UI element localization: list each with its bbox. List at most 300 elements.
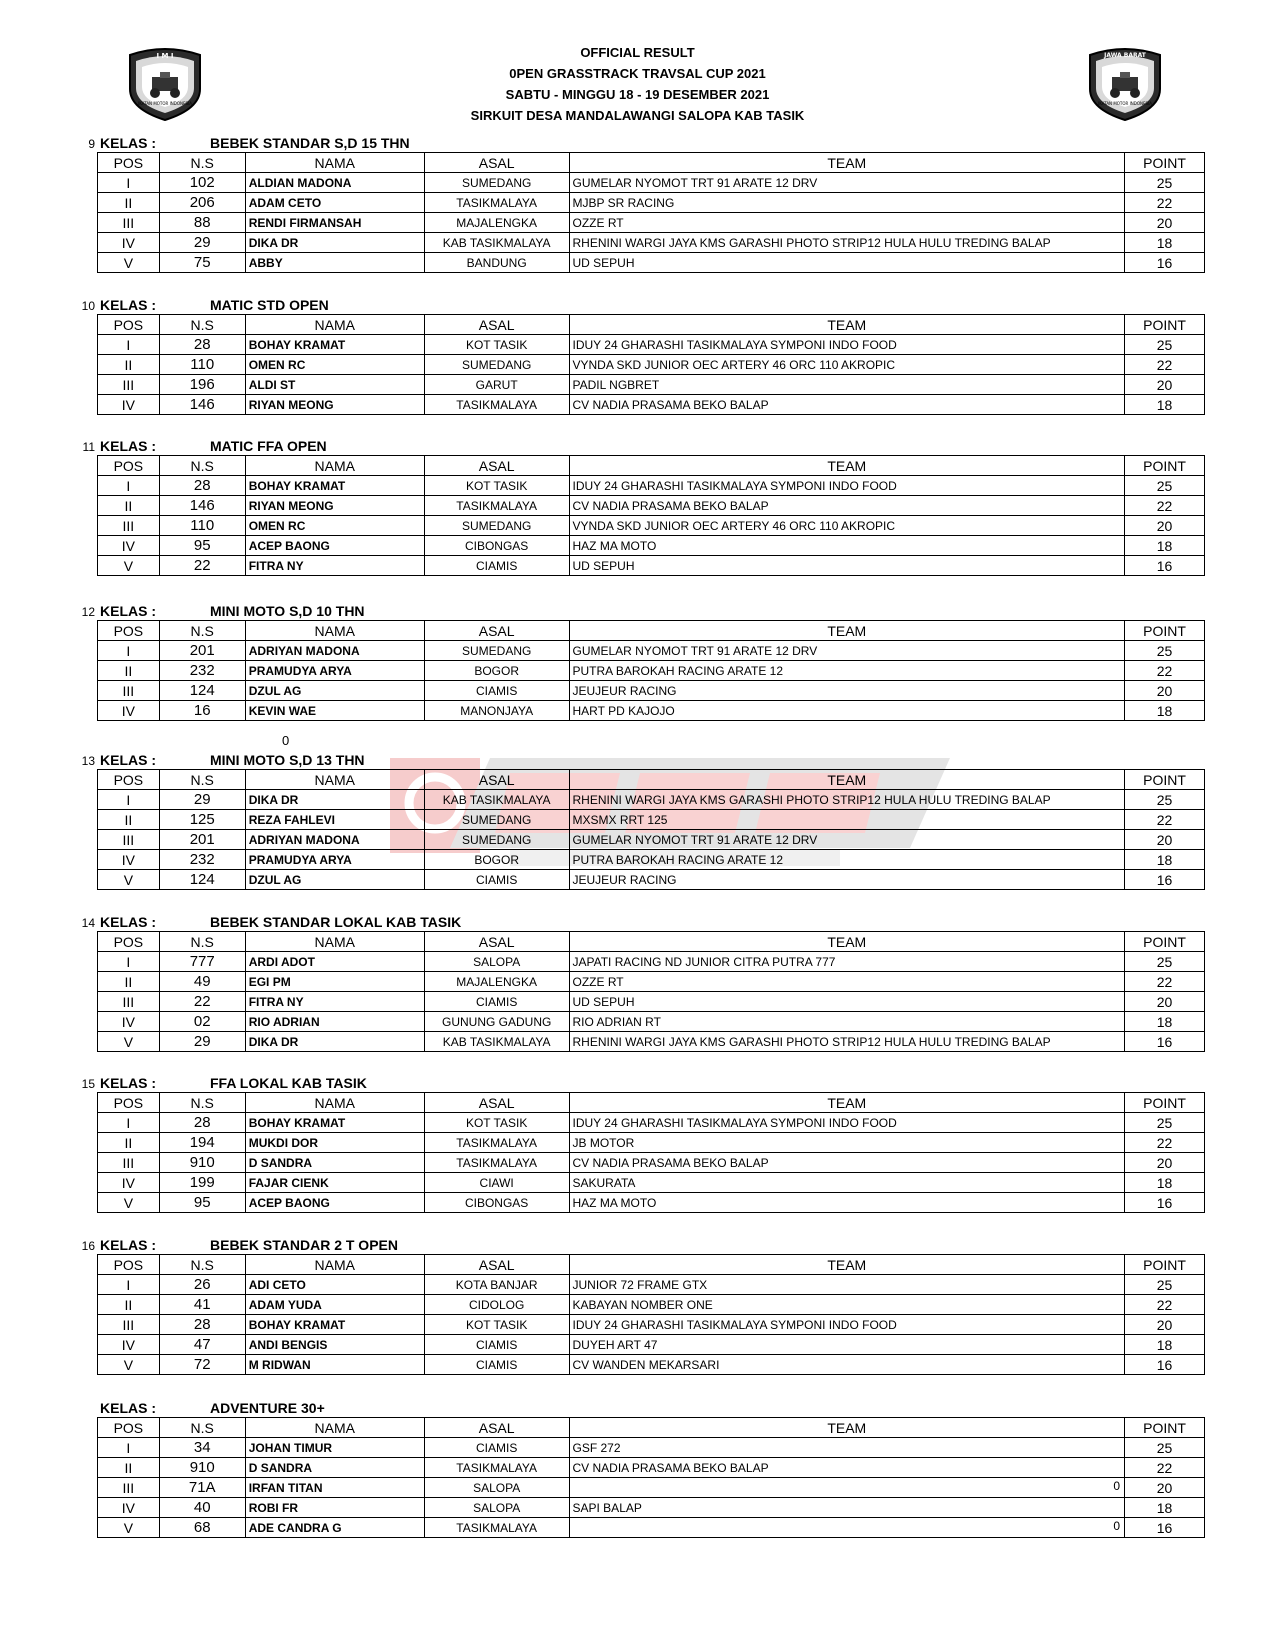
results-table — [97, 455, 1205, 576]
team-text: GUMELAR NYOMOT TRT 91 ARATE 12 DRV — [572, 643, 818, 658]
kelas-header — [78, 603, 1208, 620]
cell-team — [569, 790, 1125, 810]
table-row — [98, 193, 1205, 213]
cell-ns: 29 — [159, 233, 245, 253]
results-table — [97, 314, 1205, 415]
cell-pos: IV — [98, 536, 160, 556]
results-table — [97, 620, 1205, 721]
cell-point: 20 — [1125, 516, 1205, 536]
cell-pos: II — [98, 661, 160, 681]
table-row — [98, 253, 1205, 273]
team-text: SAKURATA — [572, 1175, 636, 1190]
table-header-row — [98, 153, 1205, 173]
cell-pos: IV — [98, 1012, 160, 1032]
cell-nama: ADRIYAN MADONA — [245, 830, 424, 850]
cell-point: 18 — [1125, 1498, 1205, 1518]
cell-ns: 88 — [159, 213, 245, 233]
cell-ns: 29 — [159, 790, 245, 810]
cell-point: 25 — [1125, 952, 1205, 972]
cell-asal: CIBONGAS — [424, 536, 569, 556]
cell-point: 16 — [1125, 1032, 1205, 1052]
cell-asal: SALOPA — [424, 1498, 569, 1518]
team-text: RHENINI WARGI JAYA KMS GARASHI PHOTO STRIP12 HULA HULU TREDING BALAP — [572, 792, 1051, 807]
cell-team — [569, 810, 1125, 830]
cell-ns: 16 — [159, 701, 245, 721]
cell-nama: BOHAY KRAMAT — [245, 335, 424, 355]
kelas-name: MATIC FFA OPEN — [210, 438, 327, 454]
cell-nama: ADAM YUDA — [245, 1295, 424, 1315]
cell-asal: TASIKMALAYA — [424, 1518, 569, 1538]
cell-pos: I — [98, 1113, 160, 1133]
table-header-row — [98, 1093, 1205, 1113]
team-text: IDUY 24 GHARASHI TASIKMALAYA SYMPONI INDO FOOD — [572, 478, 897, 493]
kelas-name: FFA LOKAL KAB TASIK — [210, 1075, 367, 1091]
cell-team — [569, 641, 1125, 661]
table-header-row — [98, 770, 1205, 790]
cell-ns: 146 — [159, 395, 245, 415]
cell-team — [569, 1113, 1125, 1133]
cell-asal: KOT TASIK — [424, 1113, 569, 1133]
cell-pos: V — [98, 253, 160, 273]
column-header-team: TEAM — [569, 1418, 1125, 1438]
cell-asal: BANDUNG — [424, 253, 569, 273]
table-row — [98, 476, 1205, 496]
cell-nama: RIO ADRIAN — [245, 1012, 424, 1032]
team-text: DUYEH ART 47 — [572, 1337, 658, 1352]
cell-team — [569, 972, 1125, 992]
cell-nama: DIKA DR — [245, 790, 424, 810]
cell-team — [569, 1335, 1125, 1355]
team-text: OZZE RT — [572, 974, 624, 989]
cell-asal: CIAMIS — [424, 992, 569, 1012]
table-row — [98, 355, 1205, 375]
results-table — [97, 1092, 1205, 1213]
cell-ns: 22 — [159, 556, 245, 576]
cell-team — [569, 1193, 1125, 1213]
team-text: OZZE RT — [572, 215, 624, 230]
cell-team — [569, 536, 1125, 556]
kelas-name: MINI MOTO S,D 13 THN — [210, 752, 365, 768]
cell-pos: III — [98, 375, 160, 395]
header-title: OFFICIAL RESULT — [580, 45, 695, 60]
cell-team — [569, 335, 1125, 355]
cell-pos: III — [98, 1315, 160, 1335]
table-row — [98, 850, 1205, 870]
cell-point: 22 — [1125, 355, 1205, 375]
cell-asal: TASIKMALAYA — [424, 496, 569, 516]
cell-point: 20 — [1125, 992, 1205, 1012]
column-header-team: TEAM — [569, 153, 1125, 173]
cell-asal: KOT TASIK — [424, 476, 569, 496]
column-header-pos: POS — [98, 1418, 160, 1438]
cell-nama: DIKA DR — [245, 233, 424, 253]
column-header-pos: POS — [98, 621, 160, 641]
cell-ns: 201 — [159, 641, 245, 661]
cell-nama: ALDIAN MADONA — [245, 173, 424, 193]
team-text: MXSMX RRT 125 — [572, 812, 668, 827]
table-row — [98, 1193, 1205, 1213]
kelas-section — [78, 1400, 1208, 1538]
cell-pos: II — [98, 810, 160, 830]
table-header-row — [98, 1418, 1205, 1438]
cell-point: 16 — [1125, 1518, 1205, 1538]
cell-pos: II — [98, 193, 160, 213]
cell-nama: RIYAN MEONG — [245, 395, 424, 415]
cell-team — [569, 375, 1125, 395]
cell-pos: IV — [98, 395, 160, 415]
cell-asal: SUMEDANG — [424, 516, 569, 536]
cell-nama: BOHAY KRAMAT — [245, 1315, 424, 1335]
kelas-section — [78, 135, 1208, 273]
cell-asal: BOGOR — [424, 850, 569, 870]
team-text: RIO ADRIAN RT — [572, 1014, 661, 1029]
cell-nama: FITRA NY — [245, 992, 424, 1012]
cell-asal: CIAMIS — [424, 681, 569, 701]
cell-asal: GARUT — [424, 375, 569, 395]
cell-asal: TASIKMALAYA — [424, 1133, 569, 1153]
table-row — [98, 1335, 1205, 1355]
cell-asal: KOT TASIK — [424, 1315, 569, 1335]
team-text: GSF 272 — [572, 1440, 621, 1455]
column-header-asal: ASAL — [424, 770, 569, 790]
table-row — [98, 810, 1205, 830]
kelas-number: 11 — [82, 440, 95, 454]
cell-asal: CIBONGAS — [424, 1193, 569, 1213]
column-header-nama: NAMA — [245, 1255, 424, 1275]
cell-pos: V — [98, 1355, 160, 1375]
cell-pos: I — [98, 335, 160, 355]
cell-team — [569, 850, 1125, 870]
table-row — [98, 1355, 1205, 1375]
cell-pos: IV — [98, 850, 160, 870]
column-header-pos: POS — [98, 1093, 160, 1113]
kelas-number: 12 — [81, 605, 95, 619]
cell-ns: 49 — [159, 972, 245, 992]
column-header-point: POINT — [1125, 621, 1205, 641]
kelas-section — [78, 1237, 1208, 1375]
column-header-nama: NAMA — [245, 621, 424, 641]
column-header-nama: NAMA — [245, 456, 424, 476]
cell-asal: SALOPA — [424, 952, 569, 972]
cell-nama: ANDI BENGIS — [245, 1335, 424, 1355]
cell-asal: CIAMIS — [424, 1438, 569, 1458]
imi-logo-right-ring-text: IKATAN MOTOR INDONESIA — [1098, 101, 1152, 106]
imi-logo-left-ring-text: IKATAN MOTOR INDONESIA — [138, 101, 192, 106]
cell-ns: 777 — [159, 952, 245, 972]
cell-team — [569, 952, 1125, 972]
cell-ns: 194 — [159, 1133, 245, 1153]
kelas-section — [78, 603, 1208, 721]
cell-point: 22 — [1125, 810, 1205, 830]
column-header-pos: POS — [98, 1255, 160, 1275]
cell-team — [569, 1153, 1125, 1173]
team-text: JEUJEUR RACING — [572, 683, 677, 698]
cell-team — [569, 830, 1125, 850]
team-text: IDUY 24 GHARASHI TASIKMALAYA SYMPONI INDO FOOD — [572, 1317, 897, 1332]
cell-nama: D SANDRA — [245, 1458, 424, 1478]
table-row — [98, 1498, 1205, 1518]
cell-ns: 910 — [159, 1458, 245, 1478]
cell-point: 20 — [1125, 1478, 1205, 1498]
cell-team — [569, 556, 1125, 576]
column-header-asal: ASAL — [424, 456, 569, 476]
cell-ns: 28 — [159, 1113, 245, 1133]
cell-ns: 201 — [159, 830, 245, 850]
cell-team — [569, 1315, 1125, 1335]
cell-point: 16 — [1125, 1193, 1205, 1213]
cell-team — [569, 1438, 1125, 1458]
cell-asal: CIAMIS — [424, 556, 569, 576]
cell-pos: III — [98, 213, 160, 233]
cell-nama: EGI PM — [245, 972, 424, 992]
header-venue: SIRKUIT DESA MANDALAWANGI SALOPA KAB TASIK — [470, 108, 805, 123]
table-row — [98, 1012, 1205, 1032]
column-header-point: POINT — [1125, 456, 1205, 476]
kelas-label: KELAS : — [100, 135, 156, 151]
cell-point: 18 — [1125, 233, 1205, 253]
cell-pos: II — [98, 1458, 160, 1478]
kelas-header — [78, 438, 1208, 455]
cell-ns: 199 — [159, 1173, 245, 1193]
table-header-row — [98, 932, 1205, 952]
team-text: RHENINI WARGI JAYA KMS GARASHI PHOTO STRIP12 HULA HULU TREDING BALAP — [572, 235, 1051, 250]
cell-ns: 75 — [159, 253, 245, 273]
team-text: UD SEPUH — [572, 994, 635, 1009]
cell-pos: II — [98, 496, 160, 516]
cell-asal: CIAMIS — [424, 870, 569, 890]
cell-nama: ADE CANDRA G — [245, 1518, 424, 1538]
cell-nama: REZA FAHLEVI — [245, 810, 424, 830]
table-row — [98, 1438, 1205, 1458]
table-row — [98, 992, 1205, 1012]
cell-point: 25 — [1125, 790, 1205, 810]
kelas-name: BEBEK STANDAR S,D 15 THN — [210, 135, 410, 151]
column-header-pos: POS — [98, 932, 160, 952]
cell-nama: IRFAN TITAN — [245, 1478, 424, 1498]
column-header-asal: ASAL — [424, 1418, 569, 1438]
cell-team — [569, 1173, 1125, 1193]
table-row — [98, 213, 1205, 233]
cell-team — [569, 1498, 1125, 1518]
kelas-header — [78, 1237, 1208, 1254]
column-header-point: POINT — [1125, 1418, 1205, 1438]
cell-asal: MAJALENGKA — [424, 972, 569, 992]
cell-pos: IV — [98, 1335, 160, 1355]
table-row — [98, 496, 1205, 516]
column-header-pos: POS — [98, 153, 160, 173]
cell-nama: ADRIYAN MADONA — [245, 641, 424, 661]
cell-ns: 110 — [159, 355, 245, 375]
cell-pos: I — [98, 1438, 160, 1458]
cell-team — [569, 395, 1125, 415]
column-header-asal: ASAL — [424, 1093, 569, 1113]
cell-team — [569, 1518, 1125, 1538]
team-zero-value: 0 — [1113, 1479, 1121, 1493]
cell-point: 22 — [1125, 496, 1205, 516]
table-row — [98, 1032, 1205, 1052]
cell-pos: II — [98, 972, 160, 992]
cell-pos: I — [98, 1275, 160, 1295]
cell-team — [569, 1012, 1125, 1032]
cell-point: 16 — [1125, 253, 1205, 273]
cell-pos: II — [98, 1133, 160, 1153]
kelas-header — [78, 1075, 1208, 1092]
cell-team — [569, 173, 1125, 193]
cell-team — [569, 870, 1125, 890]
table-header-row — [98, 621, 1205, 641]
cell-ns: 29 — [159, 1032, 245, 1052]
cell-nama: DZUL AG — [245, 870, 424, 890]
kelas-name: MATIC STD OPEN — [210, 297, 329, 313]
cell-ns: 196 — [159, 375, 245, 395]
cell-team — [569, 233, 1125, 253]
kelas-label: KELAS : — [100, 1237, 156, 1253]
cell-pos: V — [98, 1193, 160, 1213]
cell-nama: MUKDI DOR — [245, 1133, 424, 1153]
cell-pos: I — [98, 641, 160, 661]
kelas-name: ADVENTURE 30+ — [210, 1400, 325, 1416]
cell-pos: II — [98, 355, 160, 375]
cell-nama: ACEP BAONG — [245, 1193, 424, 1213]
cell-ns: 232 — [159, 661, 245, 681]
table-row — [98, 375, 1205, 395]
column-header-nama: NAMA — [245, 1093, 424, 1113]
column-header-ns: N.S — [159, 770, 245, 790]
cell-point: 25 — [1125, 1275, 1205, 1295]
table-row — [98, 395, 1205, 415]
kelas-number: 13 — [81, 754, 95, 768]
cell-point: 16 — [1125, 870, 1205, 890]
cell-ns: 910 — [159, 1153, 245, 1173]
kelas-header — [78, 297, 1208, 314]
cell-point: 18 — [1125, 1173, 1205, 1193]
cell-asal: TASIKMALAYA — [424, 1458, 569, 1478]
cell-point: 22 — [1125, 193, 1205, 213]
column-header-team: TEAM — [569, 1093, 1125, 1113]
column-header-nama: NAMA — [245, 770, 424, 790]
cell-team — [569, 213, 1125, 233]
column-header-point: POINT — [1125, 1255, 1205, 1275]
cell-pos: III — [98, 1153, 160, 1173]
cell-point: 22 — [1125, 1458, 1205, 1478]
cell-pos: V — [98, 1032, 160, 1052]
cell-nama: DZUL AG — [245, 681, 424, 701]
kelas-label: KELAS : — [100, 752, 156, 768]
cell-ns: 28 — [159, 1315, 245, 1335]
cell-ns: 41 — [159, 1295, 245, 1315]
cell-nama: PRAMUDYA ARYA — [245, 661, 424, 681]
cell-nama: PRAMUDYA ARYA — [245, 850, 424, 870]
cell-team — [569, 1133, 1125, 1153]
cell-team — [569, 496, 1125, 516]
cell-asal: MANONJAYA — [424, 701, 569, 721]
column-header-ns: N.S — [159, 456, 245, 476]
table-row — [98, 1113, 1205, 1133]
cell-ns: 95 — [159, 1193, 245, 1213]
cell-point: 18 — [1125, 1335, 1205, 1355]
cell-pos: IV — [98, 233, 160, 253]
cell-asal: SUMEDANG — [424, 173, 569, 193]
cell-nama: JOHAN TIMUR — [245, 1438, 424, 1458]
kelas-header — [78, 135, 1208, 152]
cell-team — [569, 1478, 1125, 1498]
team-text: CV WANDEN MEKARSARI — [572, 1357, 720, 1372]
cell-point: 22 — [1125, 1133, 1205, 1153]
cell-nama: ABBY — [245, 253, 424, 273]
cell-point: 18 — [1125, 1012, 1205, 1032]
header-date: SABTU - MINGGU 18 - 19 DESEMBER 2021 — [505, 87, 770, 102]
cell-point: 16 — [1125, 556, 1205, 576]
column-header-nama: NAMA — [245, 315, 424, 335]
column-header-team: TEAM — [569, 770, 1125, 790]
cell-asal: GUNUNG GADUNG — [424, 1012, 569, 1032]
table-header-row — [98, 456, 1205, 476]
team-text: VYNDA SKD JUNIOR OEC ARTERY 46 ORC 110 AKROPIC — [572, 357, 896, 372]
kelas-section — [78, 752, 1208, 890]
column-header-team: TEAM — [569, 621, 1125, 641]
cell-point: 22 — [1125, 1295, 1205, 1315]
cell-team — [569, 1458, 1125, 1478]
kelas-label: KELAS : — [100, 438, 156, 454]
imi-logo-left-top-text: I M I — [156, 52, 174, 60]
cell-pos: II — [98, 1295, 160, 1315]
cell-team — [569, 1295, 1125, 1315]
cell-pos: III — [98, 681, 160, 701]
cell-ns: 110 — [159, 516, 245, 536]
cell-asal: KAB TASIKMALAYA — [424, 790, 569, 810]
table-row — [98, 536, 1205, 556]
imi-logo-right-top-text: JAWA BARAT — [1104, 52, 1146, 59]
cell-ns: 71A — [159, 1478, 245, 1498]
cell-point: 18 — [1125, 850, 1205, 870]
cell-team — [569, 1032, 1125, 1052]
table-row — [98, 1295, 1205, 1315]
table-row — [98, 870, 1205, 890]
column-header-ns: N.S — [159, 1255, 245, 1275]
cell-pos: III — [98, 992, 160, 1012]
cell-point: 16 — [1125, 1355, 1205, 1375]
cell-asal: SALOPA — [424, 1478, 569, 1498]
column-header-asal: ASAL — [424, 153, 569, 173]
cell-ns: 22 — [159, 992, 245, 1012]
column-header-asal: ASAL — [424, 621, 569, 641]
cell-asal: SUMEDANG — [424, 355, 569, 375]
table-row — [98, 1173, 1205, 1193]
cell-asal: MAJALENGKA — [424, 213, 569, 233]
team-text: JEUJEUR RACING — [572, 872, 677, 887]
cell-ns: 206 — [159, 193, 245, 213]
cell-pos: III — [98, 830, 160, 850]
team-text: IDUY 24 GHARASHI TASIKMALAYA SYMPONI INDO FOOD — [572, 1115, 897, 1130]
cell-nama: RIYAN MEONG — [245, 496, 424, 516]
column-header-pos: POS — [98, 770, 160, 790]
team-text: SAPI BALAP — [572, 1500, 642, 1515]
cell-ns: 124 — [159, 870, 245, 890]
cell-nama: ACEP BAONG — [245, 536, 424, 556]
column-header-point: POINT — [1125, 1093, 1205, 1113]
column-header-ns: N.S — [159, 1418, 245, 1438]
table-row — [98, 952, 1205, 972]
team-zero-value: 0 — [1113, 1519, 1121, 1533]
team-text: JAPATI RACING ND JUNIOR CITRA PUTRA 777 — [572, 954, 836, 969]
kelas-number: 9 — [88, 137, 95, 151]
cell-point: 25 — [1125, 476, 1205, 496]
table-header-row — [98, 1255, 1205, 1275]
cell-pos: V — [98, 1518, 160, 1538]
cell-nama: OMEN RC — [245, 516, 424, 536]
cell-nama: ROBI FR — [245, 1498, 424, 1518]
cell-pos: IV — [98, 1173, 160, 1193]
